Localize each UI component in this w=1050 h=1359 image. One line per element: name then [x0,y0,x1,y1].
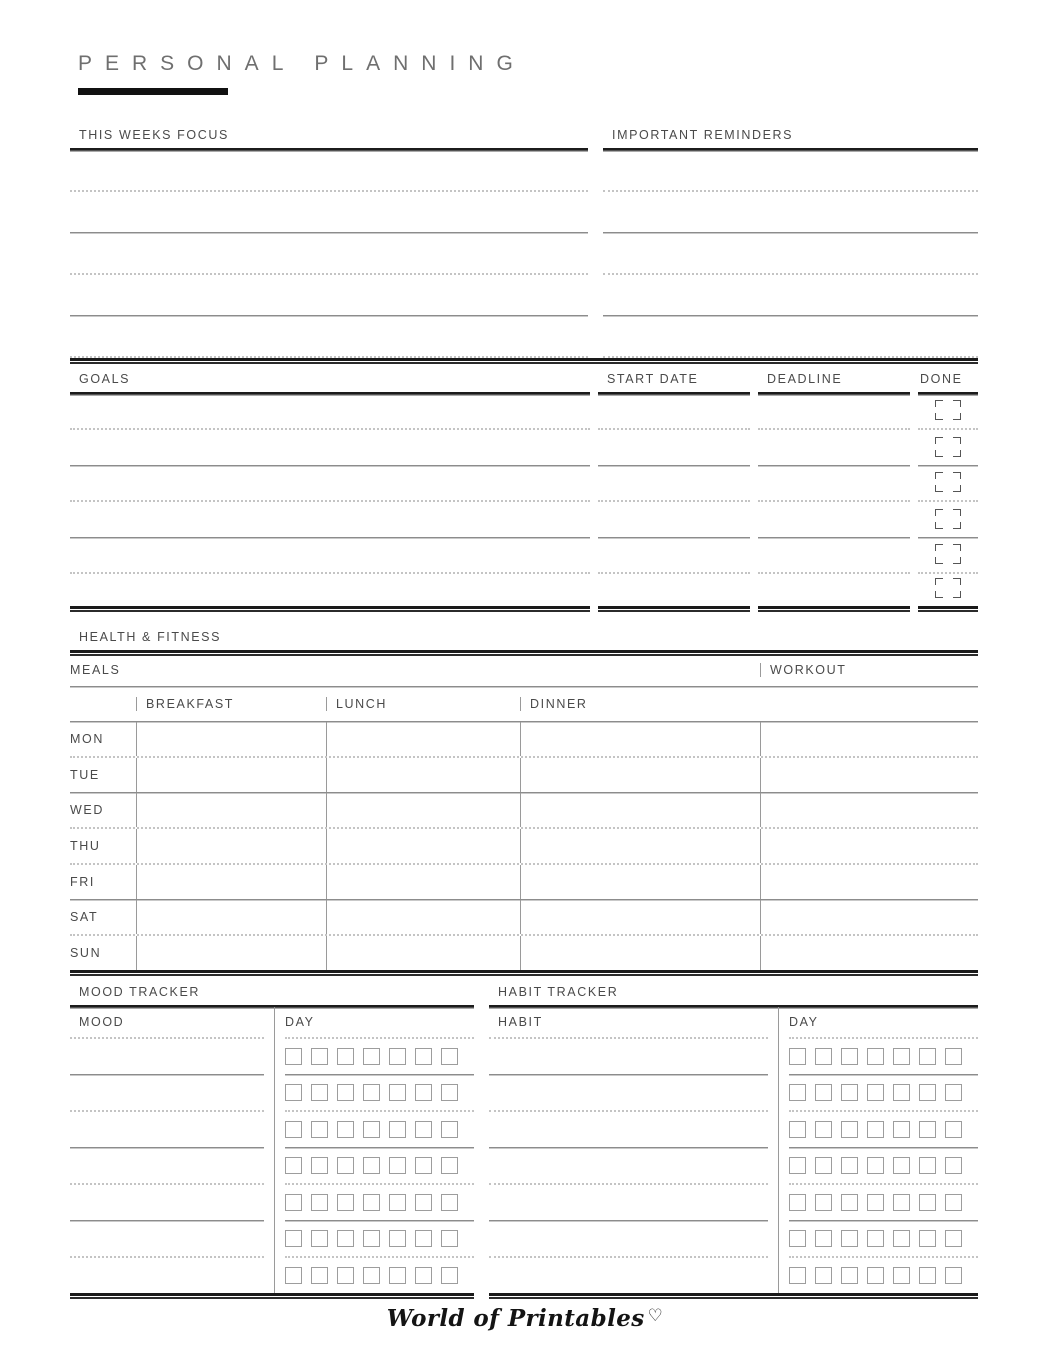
meal-day-row[interactable] [70,793,978,827]
habit-day-checkbox[interactable] [841,1048,858,1065]
goal-done-rule [918,465,978,466]
mood-checkbox-row [285,1258,474,1293]
goal-title-field-rule [70,537,590,538]
goal-row[interactable] [70,574,978,610]
meal-cell-lunch[interactable] [326,758,520,792]
goal-title-field[interactable] [70,572,590,574]
habit-day-checkbox[interactable] [815,1230,832,1247]
mood-checkbox-row [285,1148,474,1183]
meals-bottom-divider [70,970,978,974]
mood-day-checkbox[interactable] [363,1267,380,1284]
habit-day-label: DAY [789,1015,819,1029]
goal-deadline-field[interactable] [758,465,910,466]
reminders-line-3[interactable] [603,273,978,275]
meal-columns-header [70,687,978,721]
goal-done-rule [918,572,978,574]
meal-day-label: MON [70,732,104,746]
habit-checkbox-row [789,1258,978,1293]
goal-start-date-field[interactable] [598,537,750,538]
goal-start-date-field-rule [598,537,750,538]
goal-done-rule [918,606,978,610]
meal-day-row[interactable] [70,900,978,934]
habit-day-checkbox[interactable] [789,1048,806,1065]
this-weeks-focus-label: THIS WEEKS FOCUS [79,128,229,142]
mood-day-checkbox[interactable] [441,1194,458,1211]
goal-row[interactable] [70,502,978,538]
mood-day-checkbox[interactable] [311,1048,328,1065]
habit-name-field[interactable] [489,1221,778,1256]
goal-start-date-field[interactable] [598,428,750,430]
meal-day-row[interactable] [70,936,978,970]
mood-day-checkbox[interactable] [311,1230,328,1247]
done-col-rule [918,392,978,394]
habit-day-checkbox[interactable] [815,1194,832,1211]
meal-day-rows [70,722,978,970]
goal-deadline-field[interactable] [758,500,910,502]
meal-day-label: TUE [70,768,100,782]
habit-day-checkbox[interactable] [867,1230,884,1247]
done-checkbox[interactable] [935,400,961,420]
goal-done-cell[interactable] [918,400,978,430]
habit-day-checkbox[interactable] [893,1194,910,1211]
habit-checkbox-row [789,1075,978,1110]
goal-row[interactable] [70,394,978,430]
page-title: PERSONAL PLANNING [78,52,526,75]
mood-day-checkbox[interactable] [311,1157,328,1174]
mood-day-checkbox[interactable] [337,1267,354,1284]
goal-start-date-field[interactable] [598,500,750,502]
habit-day-checkbox[interactable] [919,1194,936,1211]
goal-deadline-field-rule [758,537,910,538]
habit-name-field[interactable] [489,1039,778,1074]
meal-cell-lunch[interactable] [326,936,520,970]
goals-col-rule [70,392,590,394]
meal-day-label: WED [70,803,104,817]
goal-start-date-field[interactable] [598,465,750,466]
habit-day-checkbox[interactable] [815,1157,832,1174]
mood-day-checkbox[interactable] [415,1230,432,1247]
mood-tracker-section [70,985,474,1297]
deadline-col-rule [758,392,910,394]
mood-day-checkbox[interactable] [337,1048,354,1065]
meal-cell-workout[interactable] [760,900,978,934]
habit-checkbox-row [789,1112,978,1147]
habit-day-checkbox[interactable] [893,1084,910,1101]
goal-done-cell[interactable] [918,437,978,466]
mood-day-checkbox[interactable] [337,1194,354,1211]
done-checkbox[interactable] [935,544,961,564]
habit-day-checkbox[interactable] [919,1084,936,1101]
habit-day-checkbox[interactable] [893,1157,910,1174]
meal-cell-lunch[interactable] [326,722,520,756]
mood-day-checkbox[interactable] [285,1121,302,1138]
habit-name-column [489,1007,778,1293]
meal-cell-dinner[interactable] [520,758,760,792]
goal-title-field[interactable] [70,428,590,430]
goal-title-field[interactable] [70,606,590,610]
meal-cell-dinner[interactable] [520,936,760,970]
habit-day-checkbox[interactable] [841,1194,858,1211]
habit-day-checkbox[interactable] [841,1230,858,1247]
goal-deadline-field[interactable] [758,572,910,574]
reminders-line-1[interactable] [603,190,978,192]
habit-day-checkbox[interactable] [841,1267,858,1284]
habit-day-checkbox[interactable] [815,1048,832,1065]
reminders-write-lines[interactable] [603,190,978,358]
goal-deadline-field-rule [758,465,910,466]
habit-day-checkbox[interactable] [945,1230,962,1247]
meal-cell-lunch[interactable] [326,900,520,934]
mood-bottom-divider [70,1293,474,1297]
habit-day-checkbox[interactable] [789,1267,806,1284]
meal-cell-breakfast[interactable] [136,865,326,899]
reminders-line-4[interactable] [603,315,978,316]
meal-day-row[interactable] [70,829,978,863]
title-accent-bar [78,88,228,95]
meal-cell-breakfast[interactable] [136,829,326,863]
mood-day-checkbox[interactable] [311,1194,328,1211]
goal-done-cell[interactable] [918,472,978,502]
meal-cell-dinner[interactable] [520,793,760,827]
goal-row[interactable] [70,430,978,466]
habit-day-checkbox[interactable] [789,1084,806,1101]
mood-day-checkbox[interactable] [337,1084,354,1101]
mood-day-checkbox[interactable] [441,1267,458,1284]
mood-day-checkbox[interactable] [285,1230,302,1247]
habit-day-checkbox[interactable] [919,1121,936,1138]
mood-day-checkbox[interactable] [311,1267,328,1284]
habit-day-checkbox[interactable] [815,1267,832,1284]
habit-day-checkbox[interactable] [919,1157,936,1174]
focus-line-2[interactable] [70,232,588,233]
habit-day-checkbox[interactable] [945,1121,962,1138]
mood-day-checkbox[interactable] [389,1084,406,1101]
goal-row[interactable] [70,538,978,574]
mood-checkbox-row [285,1221,474,1256]
meal-cell-workout[interactable] [760,936,978,970]
meal-day-row[interactable] [70,722,978,756]
mood-day-checkbox[interactable] [441,1157,458,1174]
mood-day-checkbox[interactable] [337,1121,354,1138]
mood-name-column [70,1007,274,1293]
goal-start-date-field-rule [598,572,750,574]
mood-day-checkbox[interactable] [415,1194,432,1211]
goals-header-row [70,372,978,394]
habit-day-checkbox[interactable] [945,1267,962,1284]
mood-name-field[interactable] [70,1075,274,1110]
mood-day-checkbox[interactable] [441,1084,458,1101]
mood-name-field[interactable] [70,1258,274,1293]
goal-start-date-field-rule [598,606,750,610]
mood-day-checkbox[interactable] [363,1048,380,1065]
habit-day-checkbox[interactable] [841,1084,858,1101]
meal-cell-breakfast[interactable] [136,936,326,970]
deadline-column-label: DEADLINE [767,372,843,386]
start-date-column-label: START DATE [607,372,699,386]
habit-name-field[interactable] [489,1075,778,1110]
meal-cell-dinner[interactable] [520,865,760,899]
meal-cell-workout[interactable] [760,793,978,827]
mood-checkbox-row [285,1075,474,1110]
habit-checkbox-row [789,1148,978,1183]
goal-title-field-rule [70,428,590,430]
mood-checkbox-row [285,1112,474,1147]
mood-day-checkbox[interactable] [363,1230,380,1247]
meal-cell-breakfast[interactable] [136,722,326,756]
mood-day-checkbox[interactable] [285,1194,302,1211]
mood-day-label: DAY [285,1015,315,1029]
goal-deadline-field-rule [758,500,910,502]
goal-title-field-rule [70,572,590,574]
goal-done-rule [918,428,978,430]
goal-title-field-rule [70,606,590,610]
done-column-label: DONE [920,372,963,386]
mood-name-field[interactable] [70,1039,274,1074]
habit-day-checkbox[interactable] [789,1194,806,1211]
mood-name-field[interactable] [70,1112,274,1147]
goal-title-field[interactable] [70,500,590,502]
goal-done-rule [918,537,978,538]
mood-day-checkbox[interactable] [415,1048,432,1065]
meal-cell-dinner[interactable] [520,900,760,934]
mood-day-checkbox[interactable] [363,1121,380,1138]
meal-day-label: THU [70,839,101,853]
goal-done-cell[interactable] [918,509,978,538]
meal-cell-dinner[interactable] [520,829,760,863]
done-checkbox[interactable] [935,437,961,457]
goals-rows [70,394,978,610]
important-reminders-section [603,128,978,358]
lunch-column-label: LUNCH [326,697,520,711]
done-checkbox[interactable] [935,509,961,529]
habit-day-checkbox[interactable] [945,1084,962,1101]
this-weeks-focus-section [70,128,588,358]
health-fitness-section [70,630,978,974]
goal-start-date-field-rule [598,500,750,502]
mood-checkbox-row [285,1185,474,1220]
habit-day-checkbox[interactable] [867,1121,884,1138]
mood-day-checkbox[interactable] [285,1048,302,1065]
goal-title-field-rule [70,500,590,502]
goal-deadline-field[interactable] [758,537,910,538]
mood-day-checkbox[interactable] [285,1157,302,1174]
mood-day-checkbox[interactable] [389,1230,406,1247]
mood-day-checkbox[interactable] [389,1267,406,1284]
mood-day-column [274,1007,474,1293]
habit-tracker-label: HABIT TRACKER [498,985,619,999]
habit-name-field[interactable] [489,1258,778,1293]
habit-day-checkbox[interactable] [867,1157,884,1174]
brand-name: World of Printables [386,1305,645,1332]
mood-day-checkbox[interactable] [415,1084,432,1101]
goal-deadline-field-rule [758,572,910,574]
meal-day-label: SAT [70,910,99,924]
habit-name-rows [489,1039,778,1293]
habit-day-checkbox[interactable] [867,1084,884,1101]
habit-day-checkbox[interactable] [919,1267,936,1284]
focus-line-4[interactable] [70,315,588,316]
mood-day-checkbox[interactable] [389,1194,406,1211]
meal-cell-lunch[interactable] [326,793,520,827]
habit-name-field[interactable] [489,1185,778,1220]
mood-column-label: MOOD [79,1015,125,1029]
focus-line-3[interactable] [70,273,588,275]
mood-day-checkbox[interactable] [441,1048,458,1065]
workout-label: WORKOUT [760,663,978,677]
habit-day-checkbox[interactable] [841,1157,858,1174]
mood-day-checkbox[interactable] [389,1048,406,1065]
goal-title-field[interactable] [70,465,590,466]
habit-day-checkbox[interactable] [867,1267,884,1284]
meals-workout-header [70,654,978,686]
mood-day-checkbox[interactable] [415,1121,432,1138]
mood-day-checkbox[interactable] [311,1121,328,1138]
meal-cell-workout[interactable] [760,865,978,899]
habit-name-field[interactable] [489,1148,778,1183]
mood-day-checkbox[interactable] [363,1194,380,1211]
habit-bottom-divider [489,1293,978,1297]
meal-day-row[interactable] [70,758,978,792]
breakfast-column-label: BREAKFAST [136,697,326,711]
goal-deadline-field[interactable] [758,428,910,430]
goal-title-field-rule [70,465,590,466]
important-reminders-label: IMPORTANT REMINDERS [612,128,794,142]
focus-write-lines[interactable] [70,190,588,358]
meal-cell-dinner[interactable] [520,722,760,756]
dinner-column-label: DINNER [520,697,760,711]
page-header [78,52,526,95]
goals-column-label: GOALS [79,372,131,386]
habit-checkbox-rows [789,1039,978,1293]
mood-day-checkbox[interactable] [311,1084,328,1101]
habit-checkbox-row [789,1221,978,1256]
habit-checkbox-row [789,1039,978,1074]
focus-header-rule [70,148,588,150]
mood-day-checkbox[interactable] [363,1157,380,1174]
mood-day-checkbox[interactable] [337,1157,354,1174]
mood-name-field[interactable] [70,1185,274,1220]
done-checkbox[interactable] [935,472,961,492]
goal-done-cell[interactable] [918,544,978,574]
mood-name-field[interactable] [70,1148,274,1183]
mood-name-rows [70,1039,274,1293]
meal-cell-lunch[interactable] [326,829,520,863]
mood-day-checkbox[interactable] [337,1230,354,1247]
habit-day-checkbox[interactable] [893,1230,910,1247]
habit-day-checkbox[interactable] [893,1048,910,1065]
meal-cell-breakfast[interactable] [136,758,326,792]
goal-done-rule [918,500,978,502]
meal-cell-breakfast[interactable] [136,900,326,934]
habit-day-checkbox[interactable] [867,1194,884,1211]
habit-day-checkbox[interactable] [919,1230,936,1247]
meal-day-label: FRI [70,875,95,889]
habit-day-checkbox[interactable] [815,1121,832,1138]
habit-day-checkbox[interactable] [841,1121,858,1138]
mood-day-checkbox[interactable] [415,1157,432,1174]
habit-tracker-section [489,985,978,1297]
habit-day-checkbox[interactable] [789,1157,806,1174]
meal-cell-workout[interactable] [760,829,978,863]
focus-line-1[interactable] [70,190,588,192]
habit-checkbox-row [789,1185,978,1220]
habit-day-checkbox[interactable] [815,1084,832,1101]
habit-day-checkbox[interactable] [867,1048,884,1065]
meal-cell-lunch[interactable] [326,865,520,899]
mood-checkbox-rows [285,1039,474,1293]
mood-tracker-label: MOOD TRACKER [79,985,201,999]
reminders-header-rule [603,148,978,150]
habit-day-checkbox[interactable] [789,1230,806,1247]
mood-day-checkbox[interactable] [285,1267,302,1284]
mood-day-checkbox[interactable] [415,1267,432,1284]
habit-day-column [778,1007,978,1293]
reminders-line-2[interactable] [603,232,978,233]
health-fitness-label: HEALTH & FITNESS [79,630,222,644]
meal-cell-workout[interactable] [760,722,978,756]
goal-deadline-field-rule [758,428,910,430]
mood-day-checkbox[interactable] [441,1230,458,1247]
habit-day-checkbox[interactable] [945,1194,962,1211]
goal-deadline-field[interactable] [758,606,910,610]
start-date-col-rule [598,392,750,394]
habit-name-field[interactable] [489,1112,778,1147]
goals-section [70,372,978,610]
goal-start-date-field[interactable] [598,606,750,610]
done-checkbox[interactable] [935,578,961,598]
meal-day-row[interactable] [70,865,978,899]
habit-day-checkbox[interactable] [893,1121,910,1138]
meal-cell-breakfast[interactable] [136,793,326,827]
meals-label: MEALS [70,663,121,677]
habit-day-checkbox[interactable] [945,1048,962,1065]
goal-title-field[interactable] [70,537,590,538]
mood-day-checkbox[interactable] [389,1121,406,1138]
mood-checkbox-row [285,1039,474,1074]
meal-day-label: SUN [70,946,102,960]
goal-start-date-field[interactable] [598,572,750,574]
habit-day-checkbox[interactable] [789,1121,806,1138]
meal-cell-workout[interactable] [760,758,978,792]
habit-day-checkbox[interactable] [919,1048,936,1065]
goal-start-date-field-rule [598,465,750,466]
goal-deadline-field-rule [758,606,910,610]
mood-day-checkbox[interactable] [389,1157,406,1174]
goals-top-divider [70,358,978,362]
habit-day-checkbox[interactable] [893,1267,910,1284]
goal-start-date-field-rule [598,428,750,430]
goal-done-cell[interactable] [918,578,978,610]
brand-logo [0,1305,1050,1332]
habit-day-checkbox[interactable] [945,1157,962,1174]
heart-icon: ♡ [647,1306,664,1326]
mood-day-checkbox[interactable] [363,1084,380,1101]
mood-name-field[interactable] [70,1221,274,1256]
mood-day-checkbox[interactable] [285,1084,302,1101]
goal-row[interactable] [70,466,978,502]
habit-column-label: HABIT [498,1015,543,1029]
mood-day-checkbox[interactable] [441,1121,458,1138]
